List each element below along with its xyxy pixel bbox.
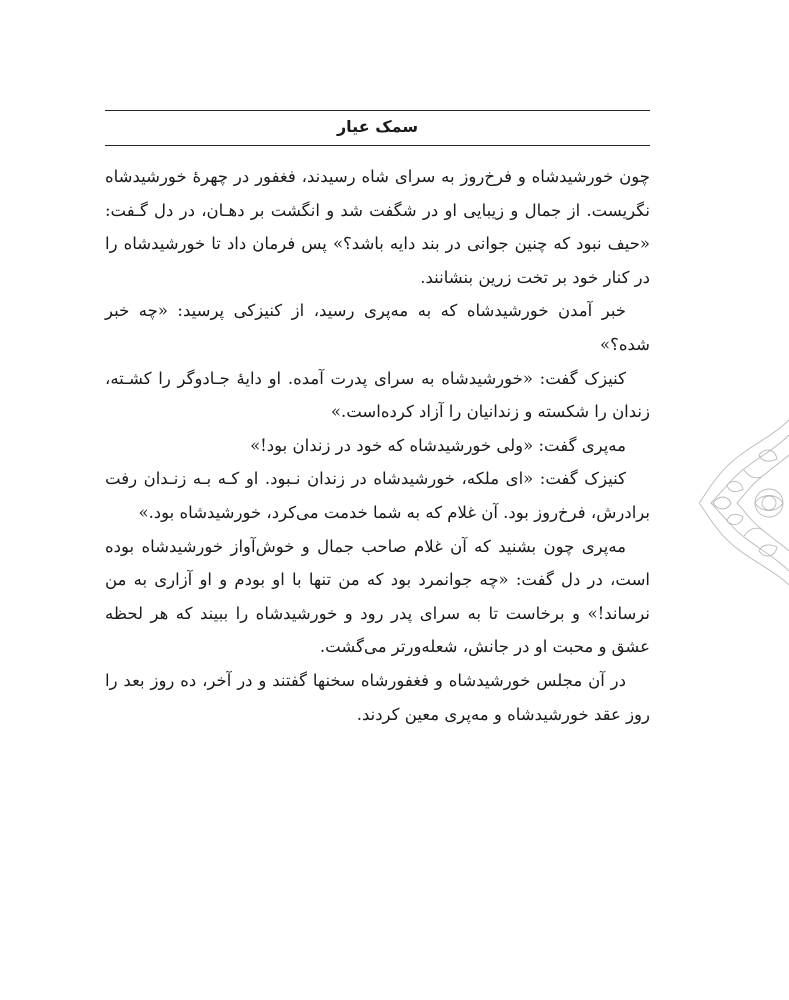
paragraph: چون خورشیدشاه و فرخ‌روز به سرای شاه رسیدند، فغفور در چهرهٔ خورشیدشاه نگریست. از جمال و زیبایی او در شگفت شد و انگشت بر دهـان، در دل گـفت: «حیف نبود که چنین جوانی در بند دایه باشد؟» پس فرمان داد تا خورشیدشاه را در کنار خود بر تخت زرین بنشانند.: [105, 167, 650, 287]
header-top-rule: [105, 110, 650, 111]
paragraph: خبر آمدن خورشیدشاه که به مه‌پری رسید، از کنیزکی پرسید: «چه خبر شده؟»: [105, 301, 650, 354]
header-bottom-rule: [105, 145, 650, 146]
body-text: [105, 160, 650, 731]
running-head: سمک عیار: [336, 117, 419, 136]
paragraph: مه‌پری چون بشنید که آن غلام صاحب جمال و خوش‌آواز خورشیدشاه بوده است، در دل گفت: «چه جوانمرد بود که من تنها با او بودم و او آزاری به من نرساند!» و برخاست تا به سرای پدر رود و خورشیدشاه را ببیند که هر لحظه عشق و محبت او در جانش، شعله‌ورتر می‌گشت.: [105, 536, 650, 657]
paragraph: کنیزک گفت: «ای ملکه، خورشیدشاه در زندان نـبود. او کـه بـه زنـدان رفت برادرش، فرخ‌روز بود. آن غلام که به شما خدمت می‌کرد، خورشیدشاه بود.»: [105, 469, 650, 522]
paragraph: در آن مجلس خورشیدشاه و فغفورشاه سخنها گفتند و در آخر، ده روز بعد را روز عقد خورشیدشاه و مه‌پری معین کردند.: [105, 670, 650, 724]
paragraph: مه‌پری گفت: «ولی خورشیدشاه که خود در زندان بود!»: [250, 435, 626, 455]
arabesque-ornament-icon: [699, 415, 789, 590]
paragraph: کنیزک گفت: «خورشیدشاه به سرای پدرت آمده. او دایهٔ جـادوگر را کشـته، زندان را شکسته و زندانیان را آزاد کرده‌است.»: [105, 368, 650, 422]
